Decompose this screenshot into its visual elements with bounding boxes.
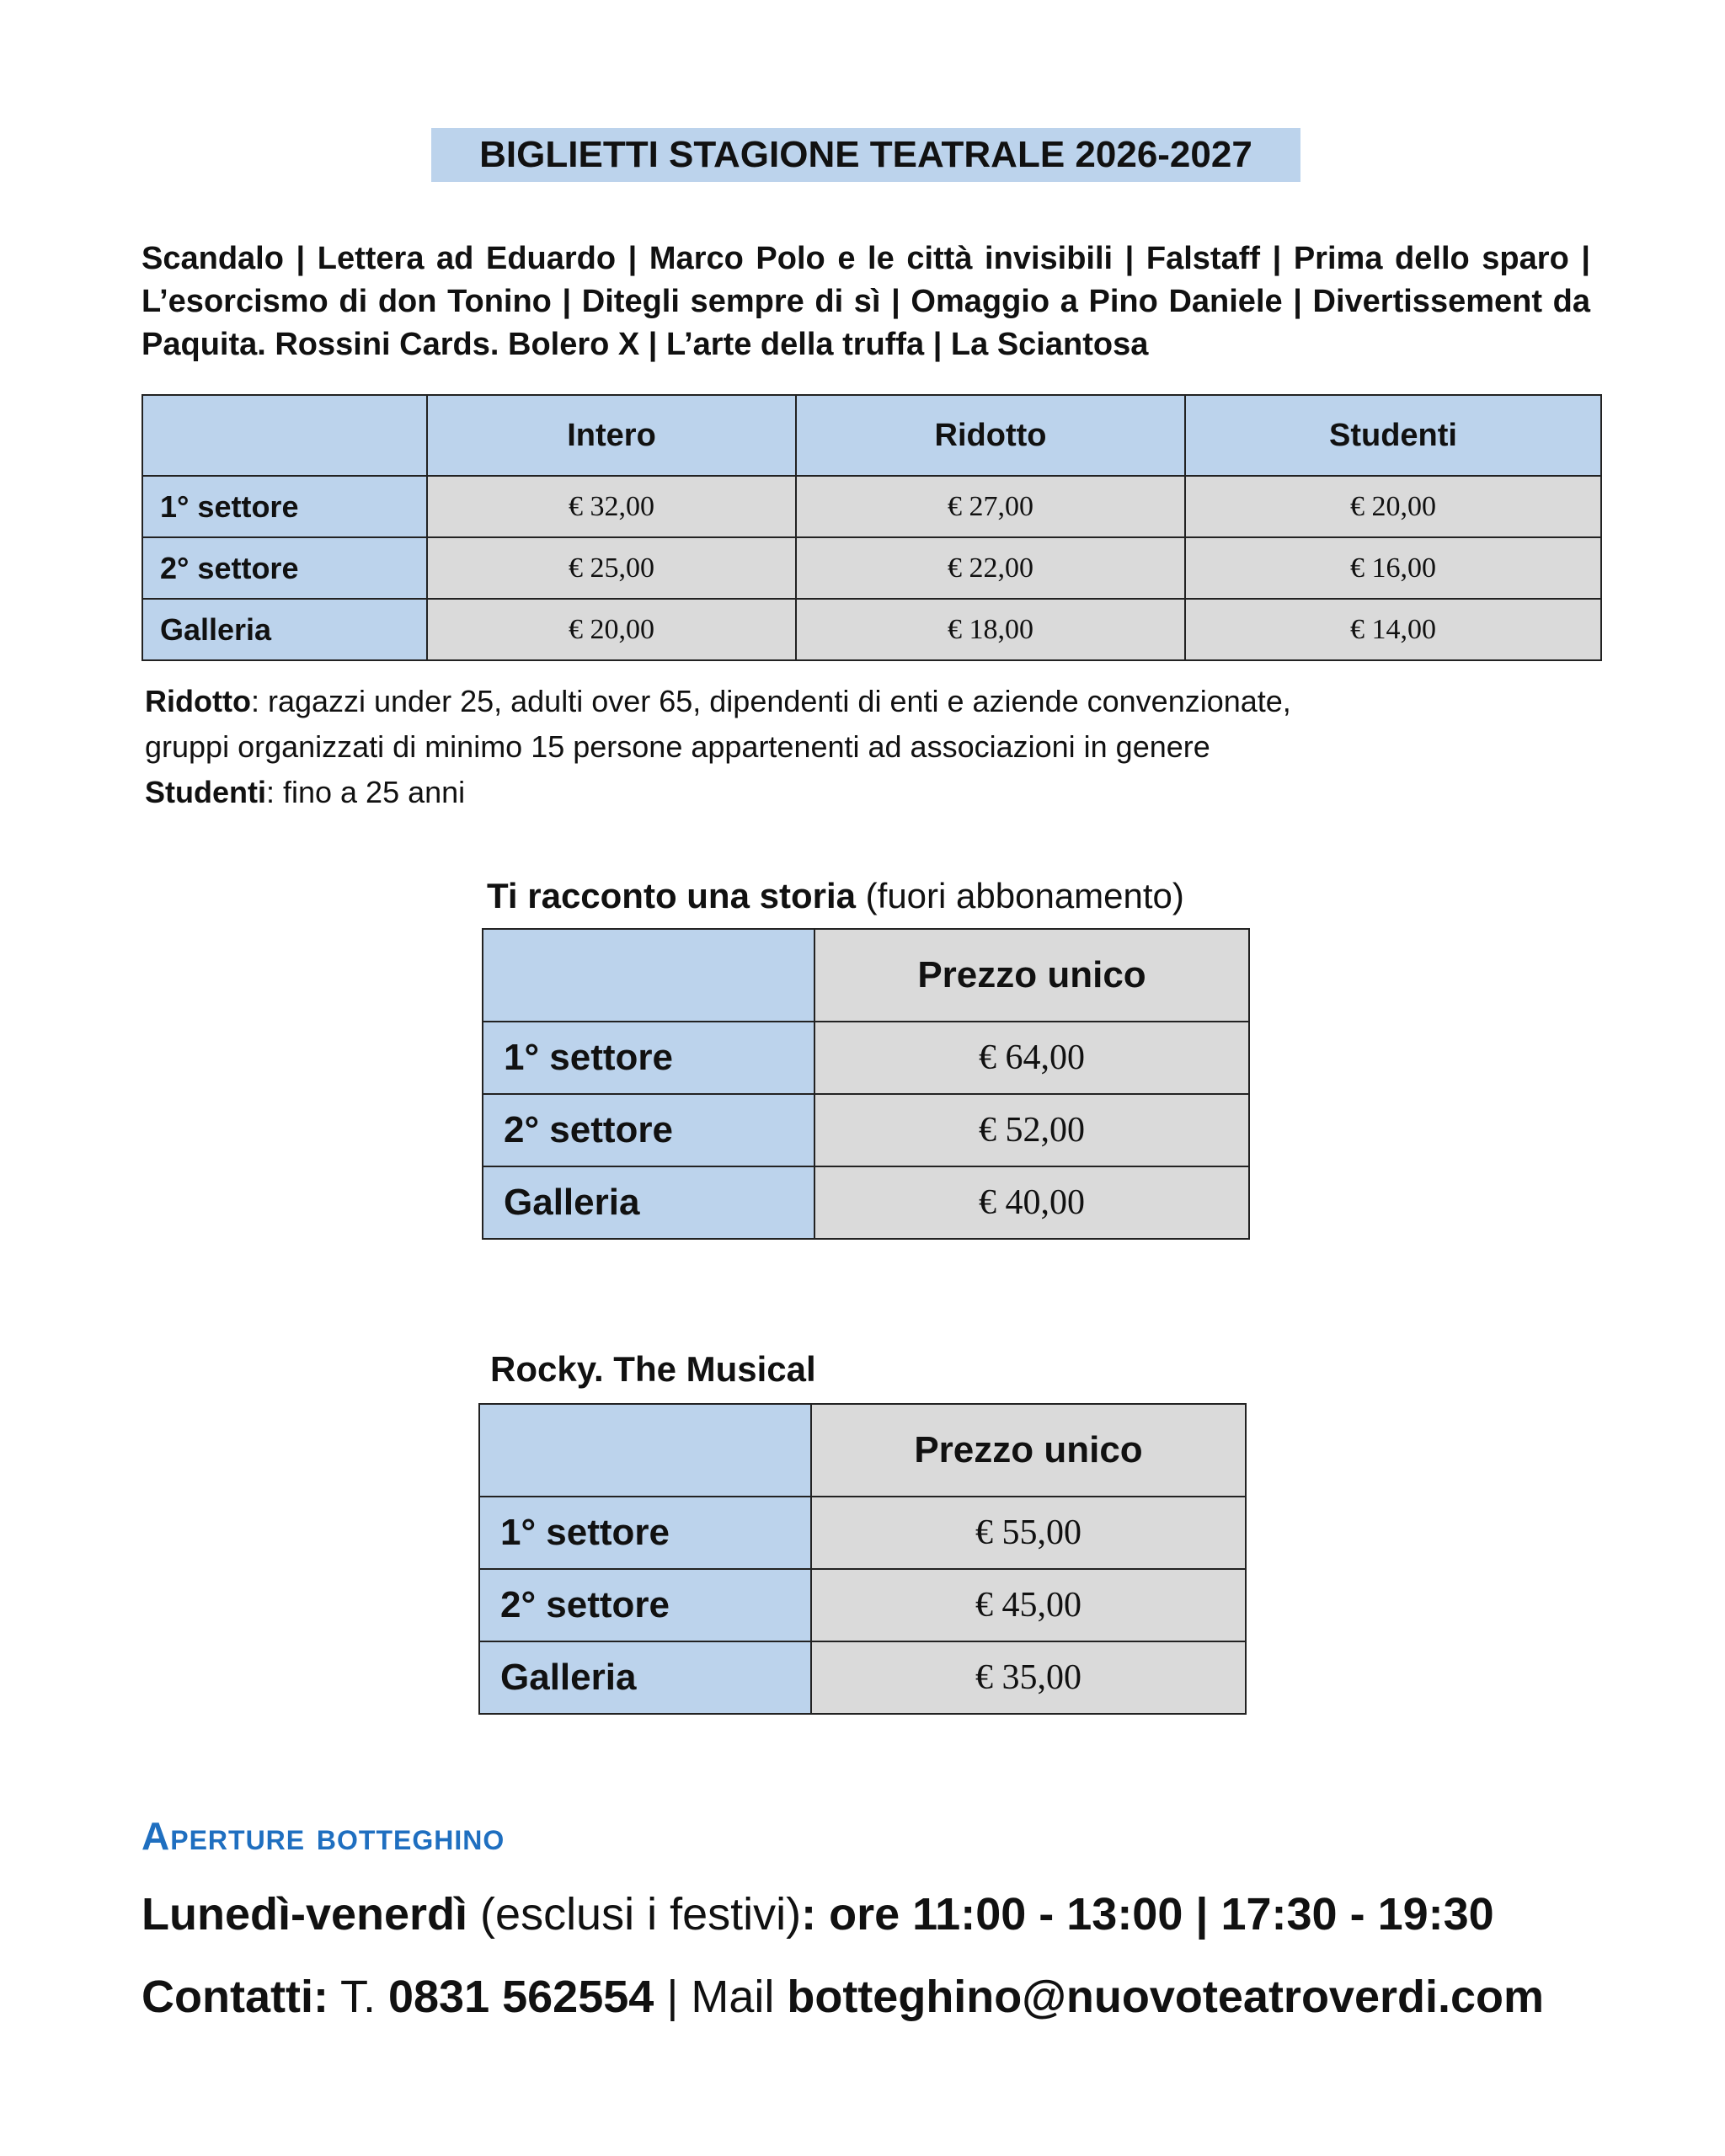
rocky-title-text: Rocky. The Musical bbox=[490, 1349, 816, 1389]
header-studenti: Studenti bbox=[1185, 395, 1601, 476]
row-label: 1° settore bbox=[142, 476, 427, 537]
opening-hours bbox=[142, 1885, 1494, 1944]
row-label: Galleria bbox=[479, 1641, 811, 1714]
box-office-heading: Aperture botteghino bbox=[142, 1814, 505, 1858]
hours-days: Lunedì-venerdì bbox=[142, 1889, 468, 1940]
hours-times: : ore 11:00 - 13:00 | 17:30 - 19:30 bbox=[801, 1889, 1494, 1940]
row-label: 1° settore bbox=[483, 1022, 814, 1094]
row-label: Galleria bbox=[483, 1166, 814, 1239]
header-prezzo-unico: Prezzo unico bbox=[811, 1404, 1246, 1497]
ridotto-text-1: : ragazzi under 25, adulti over 65, dipendenti di enti e aziende convenzionate, bbox=[250, 684, 1291, 718]
table-row bbox=[142, 476, 1601, 537]
header-empty bbox=[142, 395, 427, 476]
price-cell: € 64,00 bbox=[814, 1022, 1249, 1094]
header-empty bbox=[479, 1404, 811, 1497]
row-label: 1° settore bbox=[479, 1497, 811, 1569]
row-label: 2° settore bbox=[142, 537, 427, 599]
table-row bbox=[142, 537, 1601, 599]
price-cell: € 18,00 bbox=[796, 599, 1185, 660]
season-price-table bbox=[142, 394, 1602, 661]
price-cell: € 40,00 bbox=[814, 1166, 1249, 1239]
studenti-note bbox=[145, 770, 1594, 815]
table-row bbox=[479, 1497, 1246, 1569]
storia-title-note: (fuori abbonamento) bbox=[856, 876, 1184, 915]
price-cell: € 32,00 bbox=[427, 476, 796, 537]
price-cell: € 35,00 bbox=[811, 1641, 1246, 1714]
header-empty bbox=[483, 929, 814, 1022]
header-prezzo-unico: Prezzo unico bbox=[814, 929, 1249, 1022]
ridotto-note-line-1 bbox=[145, 679, 1594, 724]
hours-note: (esclusi i festivi) bbox=[467, 1889, 802, 1940]
row-label: 2° settore bbox=[483, 1094, 814, 1166]
price-cell: € 27,00 bbox=[796, 476, 1185, 537]
price-cell: € 20,00 bbox=[1185, 476, 1601, 537]
table-row bbox=[142, 599, 1601, 660]
studenti-label: Studenti bbox=[145, 775, 266, 809]
price-cell: € 52,00 bbox=[814, 1094, 1249, 1166]
price-cell: € 20,00 bbox=[427, 599, 796, 660]
contacts-label: Contatti: bbox=[142, 1972, 328, 2022]
price-cell: € 14,00 bbox=[1185, 599, 1601, 660]
price-cell: € 55,00 bbox=[811, 1497, 1246, 1569]
show-list: Scandalo | Lettera ad Eduardo | Marco Polo e le città invisibili | Falstaff | Prima dello sparo | L’esorcismo di don Tonino | Ditegli sempre di sì | Omaggio a Pino Daniele | Divertissement da Paquita. Rossini Cards. Bolero X | L’arte della truffa | La Sciantosa bbox=[142, 241, 1590, 362]
contacts bbox=[142, 1967, 1544, 2026]
storia-price-table bbox=[482, 928, 1250, 1240]
table-row bbox=[479, 1641, 1246, 1714]
studenti-text: : fino a 25 anni bbox=[265, 775, 466, 809]
storia-title bbox=[487, 873, 1184, 920]
table-header-row bbox=[483, 929, 1249, 1022]
ridotto-label: Ridotto bbox=[145, 684, 251, 718]
table-row bbox=[483, 1022, 1249, 1094]
phone-number[interactable]: 0831 562554 bbox=[387, 1972, 654, 2022]
table-row bbox=[483, 1166, 1249, 1239]
rocky-price-table bbox=[478, 1403, 1247, 1715]
price-cell: € 16,00 bbox=[1185, 537, 1601, 599]
page-title: BIGLIETTI STAGIONE TEATRALE 2026-2027 bbox=[431, 128, 1300, 182]
price-cell: € 25,00 bbox=[427, 537, 796, 599]
price-cell: € 22,00 bbox=[796, 537, 1185, 599]
table-header-row bbox=[142, 395, 1601, 476]
rocky-title bbox=[490, 1346, 816, 1393]
email-address[interactable]: botteghino@nuovoteatroverdi.com bbox=[787, 1972, 1545, 2022]
header-intero: Intero bbox=[427, 395, 796, 476]
row-label: Galleria bbox=[142, 599, 427, 660]
mail-prefix: | Mail bbox=[654, 1972, 788, 2022]
table-row bbox=[479, 1569, 1246, 1641]
price-cell: € 45,00 bbox=[811, 1569, 1246, 1641]
storia-title-strong: Ti racconto una storia bbox=[487, 876, 856, 915]
table-header-row bbox=[479, 1404, 1246, 1497]
discount-notes bbox=[145, 679, 1594, 815]
phone-prefix: T. bbox=[328, 1972, 388, 2022]
ridotto-note-line-2: gruppi organizzati di minimo 15 persone appartenenti ad associazioni in genere bbox=[145, 729, 1210, 764]
table-row bbox=[483, 1094, 1249, 1166]
row-label: 2° settore bbox=[479, 1569, 811, 1641]
header-ridotto: Ridotto bbox=[796, 395, 1185, 476]
